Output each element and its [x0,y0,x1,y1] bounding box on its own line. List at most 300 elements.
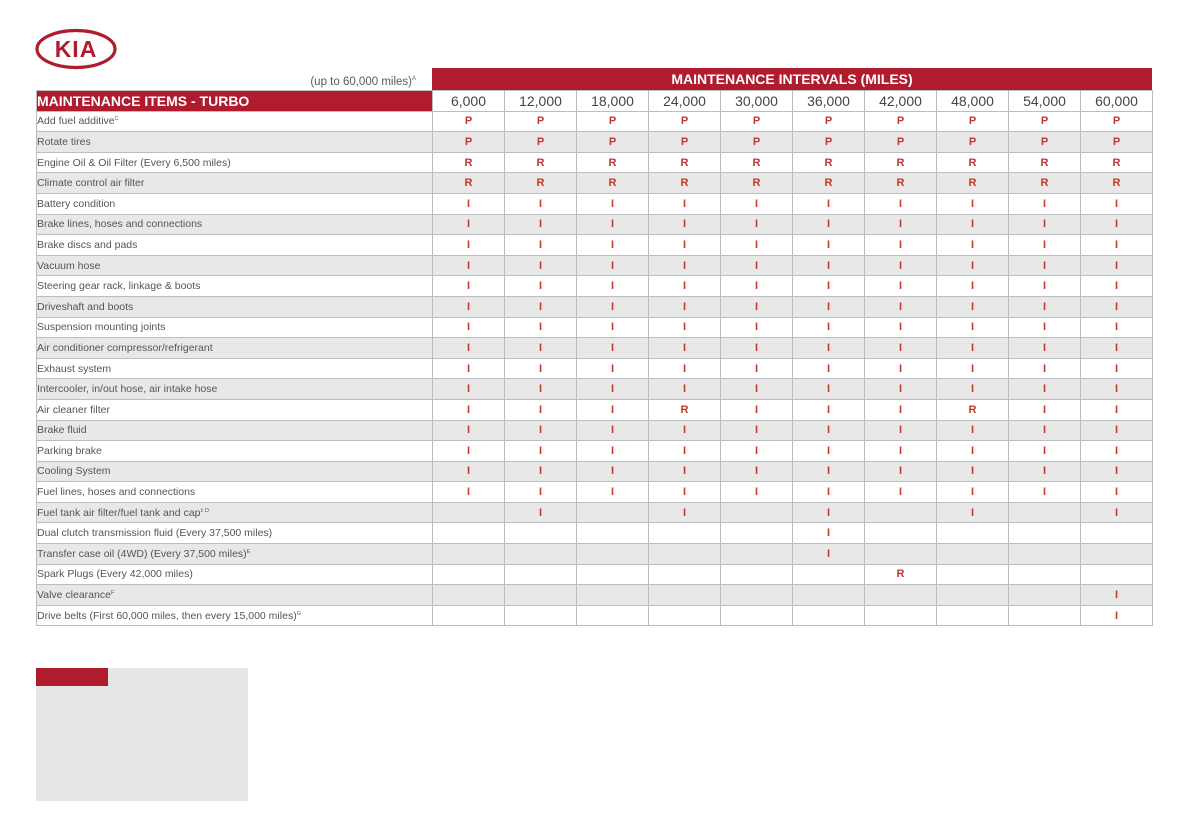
table-row [37,152,1153,173]
interval-code: I [937,358,1009,379]
interval-code: I [433,276,505,297]
interval-code: I [1081,255,1153,276]
interval-code: I [577,317,649,338]
interval-code: I [937,235,1009,256]
interval-code: I [1009,379,1081,400]
interval-code: I [721,235,793,256]
interval-code: I [649,276,721,297]
interval-code [721,502,793,523]
interval-code [649,605,721,626]
table-row [37,338,1153,359]
item-text: Battery condition [37,197,116,210]
interval-code: I [577,399,649,420]
interval-code: I [937,317,1009,338]
item-text: Cooling System [37,465,111,478]
interval-code: I [505,317,577,338]
interval-code: I [577,358,649,379]
interval-code: I [1009,317,1081,338]
interval-code: I [433,399,505,420]
interval-code [505,564,577,585]
interval-code: I [721,214,793,235]
table-row [37,420,1153,441]
footnote-marker: G [296,610,301,617]
table-row [37,585,1153,606]
interval-code: I [793,235,865,256]
interval-code: I [937,338,1009,359]
interval-code [937,544,1009,565]
maintenance-item-label [37,111,433,132]
interval-code: R [1009,173,1081,194]
interval-code: I [505,235,577,256]
interval-code: I [505,420,577,441]
interval-code: I [1081,605,1153,626]
item-text: Drive belts (First 60,000 miles, then every 15,000 miles) [37,609,297,622]
maintenance-item-label [37,317,433,338]
table-row [37,214,1153,235]
interval-code [1081,544,1153,565]
table-row [37,564,1153,585]
interval-code [865,585,937,606]
item-text: Parking brake [37,444,102,457]
interval-code: I [505,441,577,462]
interval-code: I [433,482,505,503]
interval-code: I [505,379,577,400]
maintenance-table [36,90,1153,626]
item-text: Exhaust system [37,362,112,375]
interval-code [433,523,505,544]
interval-code: I [505,296,577,317]
interval-code: I [721,379,793,400]
interval-code: R [577,152,649,173]
interval-code: I [577,235,649,256]
interval-code: I [793,276,865,297]
interval-code [1009,585,1081,606]
interval-code: I [577,482,649,503]
interval-code: I [793,379,865,400]
interval-code: I [937,255,1009,276]
maintenance-item-label [37,420,433,441]
interval-code: I [793,338,865,359]
interval-code: I [865,358,937,379]
interval-code: I [937,461,1009,482]
interval-code [505,605,577,626]
interval-code: I [649,296,721,317]
interval-code: I [937,214,1009,235]
table-row [37,605,1153,626]
interval-code [721,544,793,565]
interval-code: I [865,379,937,400]
interval-code: R [865,152,937,173]
interval-code [793,605,865,626]
table-row [37,399,1153,420]
interval-code: I [721,461,793,482]
mileage-header: 24,000 [649,91,721,112]
interval-code: I [793,461,865,482]
mileage-header: 30,000 [721,91,793,112]
interval-code: P [577,111,649,132]
maintenance-item-label [37,235,433,256]
interval-code: I [721,276,793,297]
interval-code: I [505,338,577,359]
interval-code: R [793,173,865,194]
interval-code [649,523,721,544]
maintenance-item-label [37,338,433,359]
mileage-header: 42,000 [865,91,937,112]
item-text: Brake discs and pads [37,238,138,251]
mileage-header: 6,000 [433,91,505,112]
interval-code: P [793,132,865,153]
interval-code: P [721,111,793,132]
interval-code: I [1009,338,1081,359]
interval-code: I [1081,235,1153,256]
interval-code: I [865,441,937,462]
table-row [37,111,1153,132]
interval-code: I [721,317,793,338]
item-text: Dual clutch transmission fluid (Every 37,500 miles) [37,527,273,540]
interval-code: R [721,173,793,194]
maintenance-item-label [37,132,433,153]
interval-code [721,523,793,544]
interval-code [577,605,649,626]
interval-code [1081,564,1153,585]
interval-code: I [1081,502,1153,523]
interval-code [505,544,577,565]
interval-code [1009,564,1081,585]
interval-code: P [865,132,937,153]
interval-code: I [433,235,505,256]
interval-code: I [505,276,577,297]
item-text: Climate control air filter [37,177,145,190]
maintenance-item-label [37,193,433,214]
interval-code: I [721,420,793,441]
table-row [37,173,1153,194]
interval-code: I [577,296,649,317]
interval-code: I [1081,338,1153,359]
interval-code: I [1009,255,1081,276]
interval-code: I [433,441,505,462]
interval-code [937,585,1009,606]
interval-code: P [505,132,577,153]
interval-code: I [433,379,505,400]
interval-code: I [1081,193,1153,214]
interval-code [433,544,505,565]
interval-code: I [793,358,865,379]
interval-code: R [577,173,649,194]
item-text: Air cleaner filter [37,403,110,416]
maintenance-item-label [37,523,433,544]
interval-code: P [1081,111,1153,132]
item-text: Brake lines, hoses and connections [37,218,203,231]
kia-logo [35,28,117,70]
interval-code [649,564,721,585]
interval-code [433,564,505,585]
interval-code: P [649,111,721,132]
interval-code: I [649,193,721,214]
interval-code: I [1009,399,1081,420]
interval-code: I [505,399,577,420]
interval-code: I [937,379,1009,400]
footnote-marker: ‡ D [200,507,209,514]
interval-code: I [793,482,865,503]
maintenance-items-header: MAINTENANCE ITEMS - TURBO [37,91,433,112]
interval-code: I [865,317,937,338]
legend-panel [36,668,248,801]
interval-code [433,585,505,606]
interval-code: I [649,502,721,523]
interval-code [1009,544,1081,565]
interval-code: R [433,152,505,173]
interval-code [433,605,505,626]
maintenance-item-label [37,441,433,462]
interval-code: I [505,193,577,214]
interval-code: R [937,152,1009,173]
interval-code: I [865,399,937,420]
interval-code: I [793,523,865,544]
interval-code: P [649,132,721,153]
interval-code: I [937,296,1009,317]
interval-code: I [793,420,865,441]
maintenance-item-label [37,482,433,503]
item-text: Brake fluid [37,424,87,437]
interval-code: P [505,111,577,132]
footnote-marker: C [114,116,119,123]
interval-code: I [433,255,505,276]
interval-code: I [721,441,793,462]
interval-code: I [937,502,1009,523]
interval-code: I [505,502,577,523]
interval-code: I [649,235,721,256]
item-text: Suspension mounting joints [37,321,166,334]
table-row [37,502,1153,523]
interval-code [577,564,649,585]
interval-code [433,502,505,523]
interval-code: R [1081,152,1153,173]
item-text: Fuel lines, hoses and connections [37,486,196,499]
svg-text:KIA: KIA [54,36,98,62]
interval-code: I [577,214,649,235]
interval-code: I [721,358,793,379]
interval-code [721,585,793,606]
interval-code: I [793,255,865,276]
interval-code: I [721,296,793,317]
interval-code: I [937,441,1009,462]
interval-code: P [937,132,1009,153]
maintenance-item-label [37,379,433,400]
interval-code [1009,502,1081,523]
item-text: Fuel tank air filter/fuel tank and cap [37,506,201,519]
interval-code: I [865,235,937,256]
maintenance-item-label [37,585,433,606]
interval-code: I [793,544,865,565]
mileage-header: 48,000 [937,91,1009,112]
item-text: Driveshaft and boots [37,300,134,313]
interval-code: I [649,420,721,441]
interval-code: P [721,132,793,153]
item-text: Spark Plugs (Every 42,000 miles) [37,568,193,581]
interval-code: P [937,111,1009,132]
interval-code: I [1009,441,1081,462]
mileage-header: 36,000 [793,91,865,112]
interval-code: I [505,358,577,379]
interval-code: I [1009,235,1081,256]
table-row [37,441,1153,462]
maintenance-item-label [37,502,433,523]
item-text: Steering gear rack, linkage & boots [37,280,201,293]
interval-code [1009,523,1081,544]
interval-code: R [505,152,577,173]
interval-code: I [865,461,937,482]
maintenance-item-label [37,399,433,420]
table-row [37,317,1153,338]
interval-code: I [433,420,505,441]
interval-code: I [793,502,865,523]
interval-code: R [865,173,937,194]
interval-code: R [793,152,865,173]
table-row [37,379,1153,400]
table-row [37,523,1153,544]
interval-code: I [577,338,649,359]
mileage-header: 12,000 [505,91,577,112]
maintenance-item-label [37,276,433,297]
interval-code [865,605,937,626]
interval-code [1081,523,1153,544]
interval-code: I [1081,379,1153,400]
interval-code [577,585,649,606]
interval-code: I [1081,317,1153,338]
footnote-marker: E [246,548,251,555]
interval-code: I [865,255,937,276]
interval-code: R [649,152,721,173]
maintenance-item-label [37,296,433,317]
interval-code: I [793,317,865,338]
interval-code: P [1081,132,1153,153]
table-row [37,544,1153,565]
interval-code: I [577,255,649,276]
interval-code: I [433,193,505,214]
item-text: Air conditioner compressor/refrigerant [37,341,213,354]
item-text: Vacuum hose [37,259,101,272]
interval-code: I [937,193,1009,214]
interval-code: I [433,358,505,379]
interval-code: I [793,193,865,214]
interval-code: R [1081,173,1153,194]
interval-code [1009,605,1081,626]
interval-code: I [649,358,721,379]
interval-code: I [1081,214,1153,235]
table-row [37,132,1153,153]
table-row [37,235,1153,256]
interval-code: I [793,441,865,462]
maintenance-item-label [37,214,433,235]
interval-code [865,523,937,544]
interval-code: I [577,193,649,214]
interval-code [577,502,649,523]
interval-code: I [865,338,937,359]
interval-code: P [793,111,865,132]
interval-code [577,523,649,544]
interval-code: I [937,276,1009,297]
interval-code [721,605,793,626]
interval-code [649,544,721,565]
interval-code [865,502,937,523]
interval-code: R [937,399,1009,420]
interval-code: I [1009,193,1081,214]
interval-code: I [649,317,721,338]
table-row [37,296,1153,317]
interval-code: R [649,399,721,420]
interval-code: R [505,173,577,194]
interval-code: I [1081,296,1153,317]
interval-code: R [937,173,1009,194]
interval-code [937,605,1009,626]
interval-code: I [433,461,505,482]
interval-code: P [433,111,505,132]
interval-code [649,585,721,606]
interval-code: R [865,564,937,585]
interval-code: I [433,214,505,235]
item-text: Rotate tires [37,135,91,148]
interval-code: P [1009,132,1081,153]
interval-code: I [649,461,721,482]
interval-code: I [1009,461,1081,482]
interval-code [505,523,577,544]
interval-code: I [577,461,649,482]
interval-code [937,564,1009,585]
maintenance-item-label [37,605,433,626]
interval-code: I [865,420,937,441]
interval-code: R [721,152,793,173]
interval-code: P [1009,111,1081,132]
interval-code: I [1081,441,1153,462]
interval-code: I [1081,482,1153,503]
interval-code: I [1009,482,1081,503]
interval-code [865,544,937,565]
table-row [37,358,1153,379]
interval-code: I [865,193,937,214]
interval-code: I [649,379,721,400]
interval-code: I [433,317,505,338]
interval-code: I [865,482,937,503]
interval-code: I [1081,358,1153,379]
interval-code: I [793,296,865,317]
coverage-note: (up to 60,000 miles)$^A$ [310,76,416,88]
table-row [37,482,1153,503]
maintenance-item-label [37,544,433,565]
interval-code: I [1009,214,1081,235]
item-text: Intercooler, in/out hose, air intake hose [37,383,218,396]
interval-code: I [649,255,721,276]
table-row [37,461,1153,482]
legend-tab [36,668,108,686]
interval-code: I [1081,461,1153,482]
interval-code: P [433,132,505,153]
interval-code [793,564,865,585]
interval-code: I [505,482,577,503]
interval-code: I [865,296,937,317]
interval-code: P [865,111,937,132]
interval-code: I [649,338,721,359]
item-text: Valve clearance [37,589,111,602]
interval-code: I [793,214,865,235]
maintenance-item-label [37,152,433,173]
item-text: Add fuel additive [37,115,115,128]
interval-code: I [649,482,721,503]
interval-code: P [577,132,649,153]
interval-code: I [505,461,577,482]
interval-code: I [1081,420,1153,441]
interval-code: I [577,441,649,462]
interval-code: R [433,173,505,194]
